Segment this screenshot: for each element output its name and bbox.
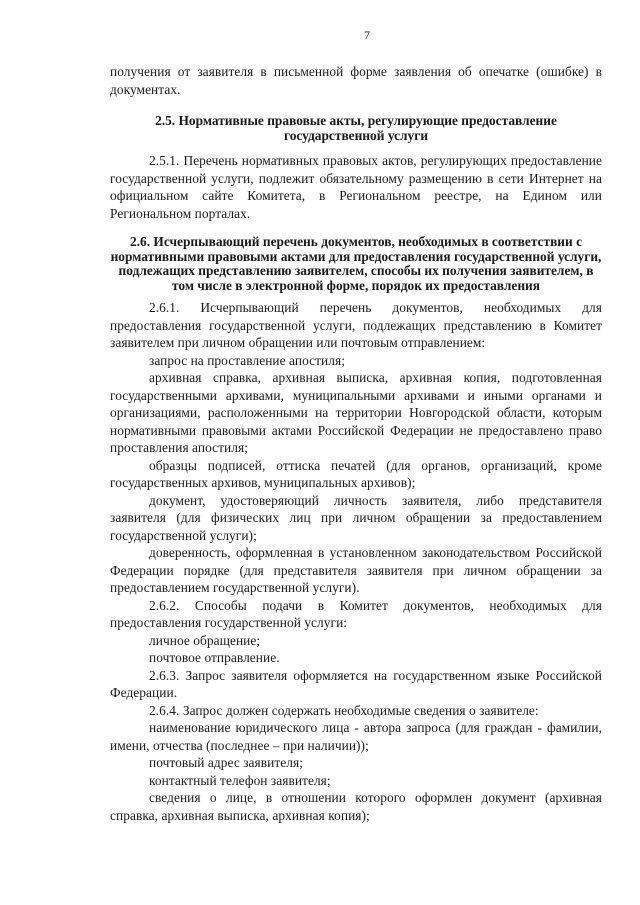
section-2-6-heading: 2.6. Исчерпывающий перечень документов, необходимых в соответствии с нормативными правовыми актами для предоставления государственной услуги, подлежащих представлению заявителем, способы их получения заявителем, в том числе в электронной форме, порядок их предоставления <box>110 234 602 293</box>
list-item-person-info: сведения о лице, в отношении которого оформлен документ (архивная справка, архивная выписка, архивная копия); <box>110 790 602 823</box>
list-item-signature-samples: образцы подписей, оттиска печатей (для органов, организаций, кроме государственных архивов, муниципальных архивов); <box>110 457 602 490</box>
list-item-apostille-request: запрос на проставление апостиля; <box>149 352 345 368</box>
page-number: 7 <box>364 28 370 42</box>
list-item-postal-address: почтовый адрес заявителя; <box>149 755 303 770</box>
list-item-postal-delivery: почтовое отправление. <box>149 650 280 665</box>
list-item-archive-documents: архивная справка, архивная выписка, архивная копия, подготовленная государственными архивами, муниципальными архивами и иными органами и организациями, расположенными на территории Новгородской области, которым нормативными правовыми актами Российской Федерации не предоставлено право проставления апостиля; <box>110 370 602 455</box>
section-2-5-heading: 2.5. Нормативные правовые акты, регулирующие предоставление государственной услуги <box>155 113 557 143</box>
list-item-legal-entity-name: наименование юридического лица - автора запроса (для граждан - фамилии, имени, отчества (последнее – при наличии)); <box>110 720 602 753</box>
intro-paragraph: получения от заявителя в письменной форме заявления об опечатке (ошибке) в документах. <box>110 64 602 97</box>
paragraph-2-5-1: 2.5.1. Перечень нормативных правовых актов, регулирующих предоставление государственной услуги, подлежит обязательному размещению в сети Интернет на официальном сайте Комитета, в Региональном реестре, на Едином или Региональном порталах. <box>110 153 602 221</box>
paragraph-2-6-1: 2.6.1. Исчерпывающий перечень документов, необходимых для предоставления государственной услуги, подлежащих представлению в Комитет заявителем при личном обращении или почтовым отправлением: <box>110 300 602 350</box>
paragraph-2-6-4: 2.6.4. Запрос должен содержать необходимые сведения о заявителе: <box>149 702 539 718</box>
paragraph-2-6-3: 2.6.3. Запрос заявителя оформляется на государственном языке Российской Федерации. <box>110 667 602 700</box>
list-item-identity-document: документ, удостоверяющий личность заявителя, либо представителя заявителя (для физических лиц при личном обращении за предоставлением государственной услуги); <box>110 492 602 543</box>
list-item-personal-visit: личное обращение; <box>149 632 261 648</box>
list-item-contact-phone: контактный телефон заявителя; <box>149 772 331 788</box>
paragraph-2-6-2: 2.6.2. Способы подачи в Комитет документов, необходимых для предоставления государственной услуги: <box>110 597 602 630</box>
list-item-power-of-attorney: доверенность, оформленная в установленном законодательством Российской Федерации порядке (для представителя заявителя при личном обращении за предоставлением государственной услуги). <box>110 545 602 595</box>
